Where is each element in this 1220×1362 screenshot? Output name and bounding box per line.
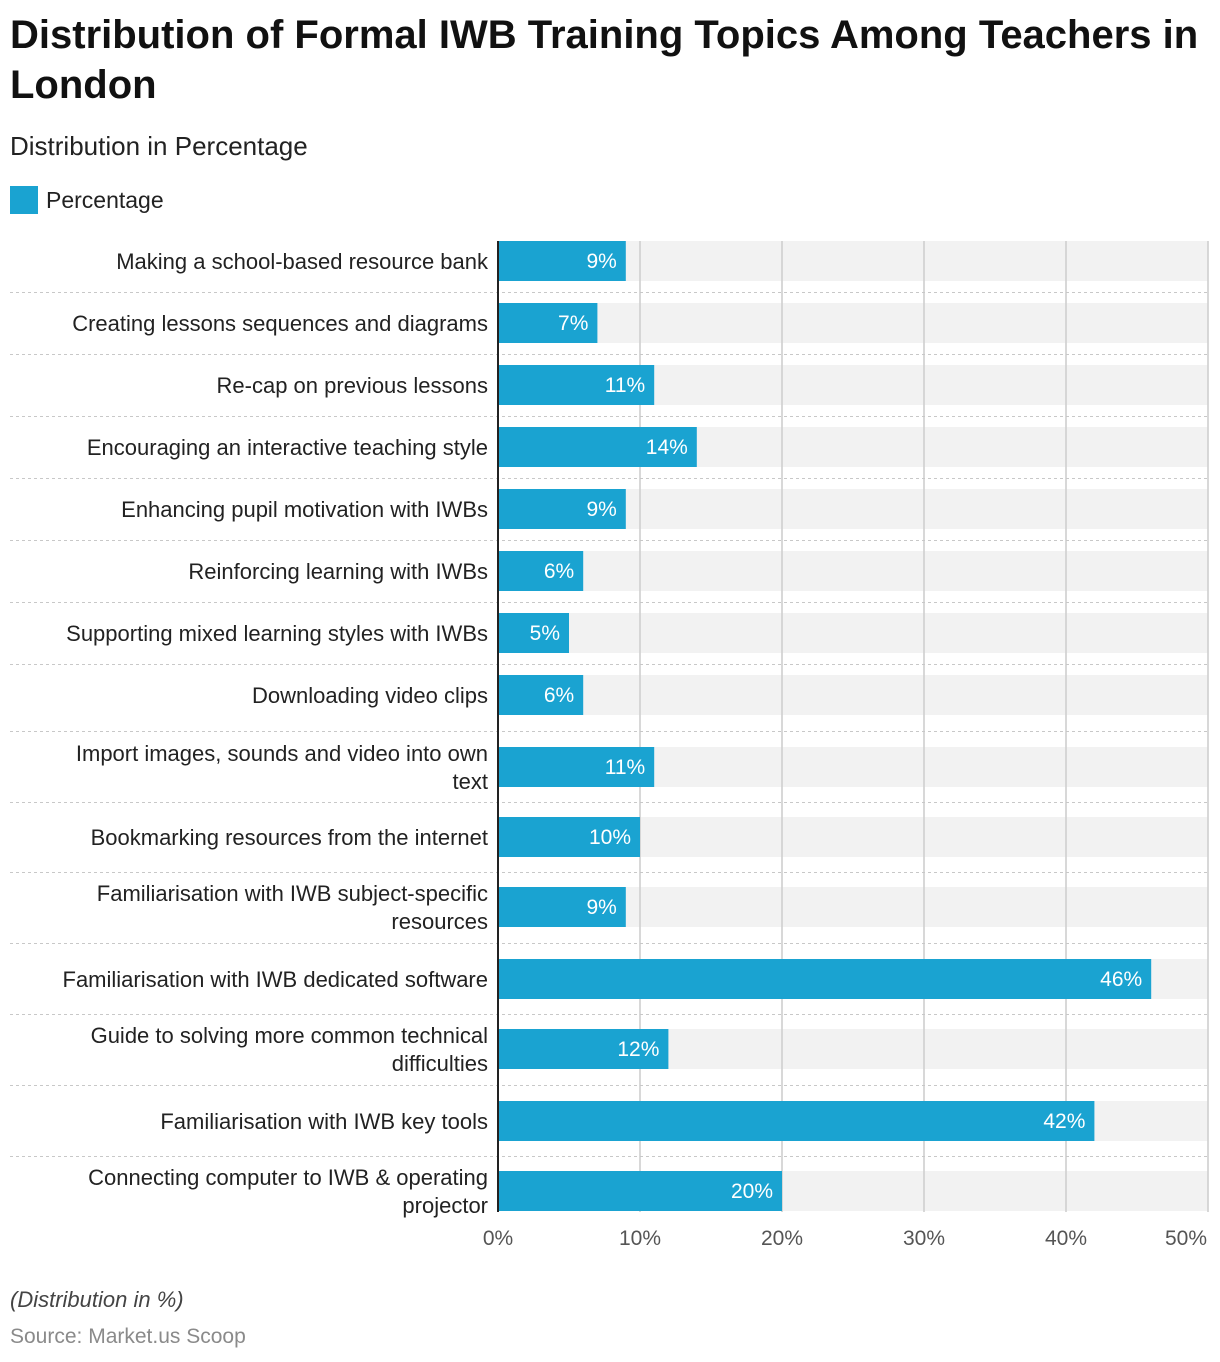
bar-value-label: 10% — [588, 826, 631, 849]
legend-label: Percentage — [46, 186, 164, 213]
category-label: Encouraging an interactive teaching style — [86, 435, 488, 460]
category-label: Familiarisation with IWB key tools — [160, 1109, 488, 1134]
legend — [10, 185, 164, 215]
bar-track — [498, 551, 1208, 591]
category-label: Enhancing pupil motivation with IWBs — [121, 497, 488, 522]
bar-value-label: 9% — [586, 896, 617, 919]
category-label: Reinforcing learning with IWBs — [188, 559, 488, 584]
category-label: Import images, sounds and video into own — [75, 741, 488, 766]
bar-chart — [0, 230, 1220, 1260]
bar-track — [498, 613, 1208, 653]
chart-source: Source: Market.us Scoop — [10, 1325, 246, 1348]
category-label: projector — [402, 1193, 488, 1218]
category-label: Bookmarking resources from the internet — [90, 825, 488, 850]
bar-value-label: 11% — [604, 756, 646, 779]
category-label: resources — [391, 909, 488, 934]
x-tick-label: 10% — [618, 1227, 662, 1250]
category-label: Familiarisation with IWB dedicated software — [62, 967, 488, 992]
x-tick-label: 30% — [902, 1227, 946, 1250]
bar-value-label: 11% — [604, 374, 646, 397]
bar-value-label: 9% — [586, 250, 617, 273]
bar — [498, 959, 1151, 999]
category-label: Guide to solving more common technical — [90, 1023, 488, 1048]
bar-track — [498, 303, 1208, 343]
category-label: difficulties — [391, 1051, 488, 1076]
bar-value-label: 6% — [543, 560, 575, 583]
bar-value-label: 7% — [558, 312, 589, 335]
x-tick-label: 40% — [1044, 1227, 1088, 1250]
bar-track — [498, 675, 1208, 715]
bar-value-label: 6% — [543, 684, 575, 707]
bar-value-label: 42% — [1043, 1110, 1086, 1133]
bar-value-label: 46% — [1100, 968, 1143, 991]
category-label: Re-cap on previous lessons — [216, 373, 488, 398]
category-label: text — [452, 769, 488, 794]
category-label: Downloading video clips — [251, 683, 488, 708]
legend-swatch — [10, 186, 38, 214]
category-label: Familiarisation with IWB subject-specific — [96, 881, 488, 906]
chart-title: Distribution of Formal IWB Training Topics Among Teachers in London — [10, 13, 1199, 107]
bar-value-label: 20% — [730, 1180, 773, 1203]
bar-value-label: 14% — [645, 436, 688, 459]
x-tick-label: 20% — [760, 1227, 804, 1250]
x-tick-label: 0% — [482, 1227, 514, 1250]
bar — [498, 1101, 1094, 1141]
category-label: Connecting computer to IWB & operating — [88, 1165, 488, 1190]
bar-value-label: 12% — [617, 1038, 660, 1061]
category-label: Creating lessons sequences and diagrams — [72, 311, 488, 336]
bar-value-label: 5% — [529, 622, 560, 645]
x-tick-label: 50% — [1164, 1227, 1208, 1250]
category-label: Making a school-based resource bank — [116, 249, 488, 274]
bar-value-label: 9% — [586, 498, 617, 521]
chart-note: (Distribution in %) — [10, 1287, 184, 1312]
category-label: Supporting mixed learning styles with IWBs — [66, 621, 488, 646]
chart-subtitle: Distribution in Percentage — [10, 131, 308, 161]
